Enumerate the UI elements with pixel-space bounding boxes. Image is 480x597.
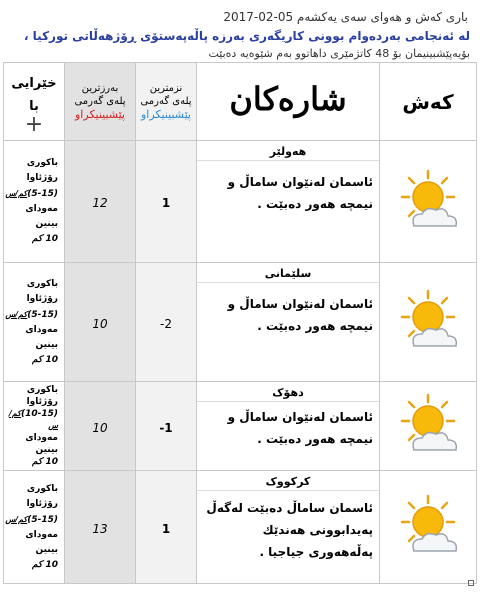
resize-handle[interactable] bbox=[468, 580, 474, 586]
max-temp-cell bbox=[65, 263, 136, 382]
max-temp-cell bbox=[65, 471, 136, 584]
min-temp-cell bbox=[136, 141, 197, 263]
cities-header-title: شارەکان bbox=[229, 79, 347, 118]
min-header-line2: پلەی گەرمی bbox=[140, 95, 192, 107]
bulletin-summary-line: لە ئەنجامی بەردەوام بوونی کاریگەری بەرزە پاڵەپەستۆی ڕۆژهەڵاتی تورکیا ، bbox=[23, 29, 470, 43]
wind-direction-1: باکوری bbox=[26, 158, 58, 168]
wind-cell bbox=[4, 471, 65, 584]
visibility-label-1: مەودای bbox=[25, 204, 58, 214]
max-temp-value: 10 bbox=[92, 420, 108, 435]
visibility-label-2: بینین bbox=[35, 445, 58, 455]
wind-info bbox=[4, 482, 64, 573]
wind-info bbox=[4, 384, 64, 468]
min-temp-value: 1 bbox=[161, 521, 171, 536]
visibility-value: 10 کم bbox=[32, 457, 58, 467]
max-header-line1: بەرزترین bbox=[81, 82, 119, 94]
wind-unit: کم/س bbox=[8, 409, 58, 430]
wind-direction-1: باکوری bbox=[26, 483, 58, 494]
weather-icon-cell bbox=[380, 471, 477, 584]
visibility-value: 10 کم bbox=[32, 354, 58, 365]
weather-icon-cell bbox=[380, 382, 477, 471]
visibility-label-1: مەودای bbox=[25, 529, 58, 540]
plus-icon[interactable]: + bbox=[24, 111, 44, 137]
weather-condition: ئاسمان لەنێوان ساماڵ و نیمچە هەور دەبێت . bbox=[227, 410, 373, 446]
wind-direction-2: رۆژئاوا bbox=[26, 293, 58, 304]
sun-cloud-icon bbox=[390, 392, 466, 456]
wind-unit: کم/س bbox=[5, 189, 28, 198]
visibility-label-1: مەودای bbox=[25, 433, 58, 443]
weather-condition: ئاسمان لەنێوان ساماڵ و نیمچە هەور دەبێت . bbox=[227, 297, 373, 333]
min-temp-cell bbox=[136, 263, 197, 382]
city-name: سلێمانی bbox=[197, 267, 379, 283]
wind-direction-1: باکوری bbox=[26, 278, 58, 289]
wind-cell bbox=[4, 263, 65, 382]
visibility-label-2: بینین bbox=[35, 219, 58, 229]
wind-direction-1: باکوری bbox=[26, 385, 58, 395]
max-temp-value: 13 bbox=[92, 521, 108, 536]
wind-cell bbox=[4, 382, 65, 471]
weather-icon-cell bbox=[380, 263, 477, 382]
weather-condition: ئاسمان لەنێوان ساماڵ و نیمچە هەور دەبێت . bbox=[227, 175, 373, 211]
table-header-row bbox=[4, 63, 477, 141]
min-temp-value: -1 bbox=[159, 420, 173, 435]
max-header-line2: پلەی گەرمی bbox=[74, 95, 126, 107]
weather-condition: ئاسمان ساماڵ دەبێت لەگەڵ پەیدابوونی هەندێك پەڵەهەوری جیاجیا . bbox=[206, 501, 373, 559]
wind-header-line2: با bbox=[29, 98, 39, 114]
min-temp-value: -2 bbox=[160, 316, 172, 331]
max-temp-cell bbox=[65, 141, 136, 263]
max-temp-cell bbox=[65, 382, 136, 471]
city-cell bbox=[197, 141, 380, 263]
visibility-label-2: بینین bbox=[35, 339, 58, 350]
wind-speed: (5-15) bbox=[27, 309, 58, 320]
max-temp-value: 10 bbox=[92, 316, 108, 331]
visibility-value: 10 کم bbox=[32, 234, 58, 244]
visibility-label-1: مەودای bbox=[25, 324, 58, 335]
bulletin-date-line: باری کەش و هەوای سەی یەکشەم 05-02-2017 bbox=[223, 10, 468, 24]
min-temp-cell bbox=[136, 382, 197, 471]
forecast-table bbox=[3, 62, 477, 584]
wind-cell bbox=[4, 141, 65, 263]
cities-header bbox=[197, 63, 380, 141]
visibility-value: 10 کم bbox=[32, 559, 58, 570]
bulletin-forecast-line: بۆیەپێشبینیمان بۆ 48 کاتژمێری داهاتوو بەم شێوەیە دەبێت bbox=[208, 47, 470, 60]
wind-unit: کم/س bbox=[5, 514, 28, 524]
table-row bbox=[4, 471, 477, 584]
wind-speed: (10-15) bbox=[20, 409, 58, 419]
min-temp-value: 1 bbox=[161, 196, 171, 210]
sun-cloud-icon bbox=[390, 288, 466, 352]
city-cell bbox=[197, 471, 380, 584]
sun-cloud-icon bbox=[390, 493, 466, 557]
table-row bbox=[4, 263, 477, 382]
visibility-label-2: بینین bbox=[35, 544, 58, 555]
table-row bbox=[4, 382, 477, 471]
wind-header-line1: خێرایی bbox=[11, 75, 57, 91]
wind-direction-2: رۆژئاوا bbox=[26, 397, 58, 407]
city-name: دهۆک bbox=[197, 386, 379, 402]
min-header-line1: نزمترین bbox=[149, 82, 183, 94]
wind-info bbox=[4, 156, 64, 247]
wind-direction-2: رۆژئاوا bbox=[26, 173, 58, 183]
city-name: کرکووک bbox=[197, 475, 379, 491]
min-temp-header bbox=[136, 63, 197, 141]
weather-icon-cell bbox=[380, 141, 477, 263]
max-header-line3: پێشبینیکراو bbox=[75, 107, 125, 121]
city-cell bbox=[197, 263, 380, 382]
max-temp-value: 12 bbox=[92, 196, 108, 210]
wind-header bbox=[4, 63, 65, 141]
min-header-line3: پێشبینیکراو bbox=[141, 107, 191, 121]
wind-info bbox=[4, 277, 64, 368]
max-temp-header bbox=[65, 63, 136, 141]
weather-header bbox=[380, 63, 477, 141]
weather-header-title: کەش bbox=[402, 89, 454, 114]
city-name: هەولێر bbox=[197, 145, 379, 161]
wind-unit: کم/س bbox=[5, 309, 28, 319]
wind-speed: (5-15) bbox=[27, 189, 58, 199]
table-row bbox=[4, 141, 477, 263]
min-temp-cell bbox=[136, 471, 197, 584]
city-cell bbox=[197, 382, 380, 471]
wind-speed: (5-15) bbox=[27, 514, 58, 525]
sun-cloud-icon bbox=[390, 168, 466, 232]
wind-direction-2: رۆژئاوا bbox=[26, 498, 58, 509]
